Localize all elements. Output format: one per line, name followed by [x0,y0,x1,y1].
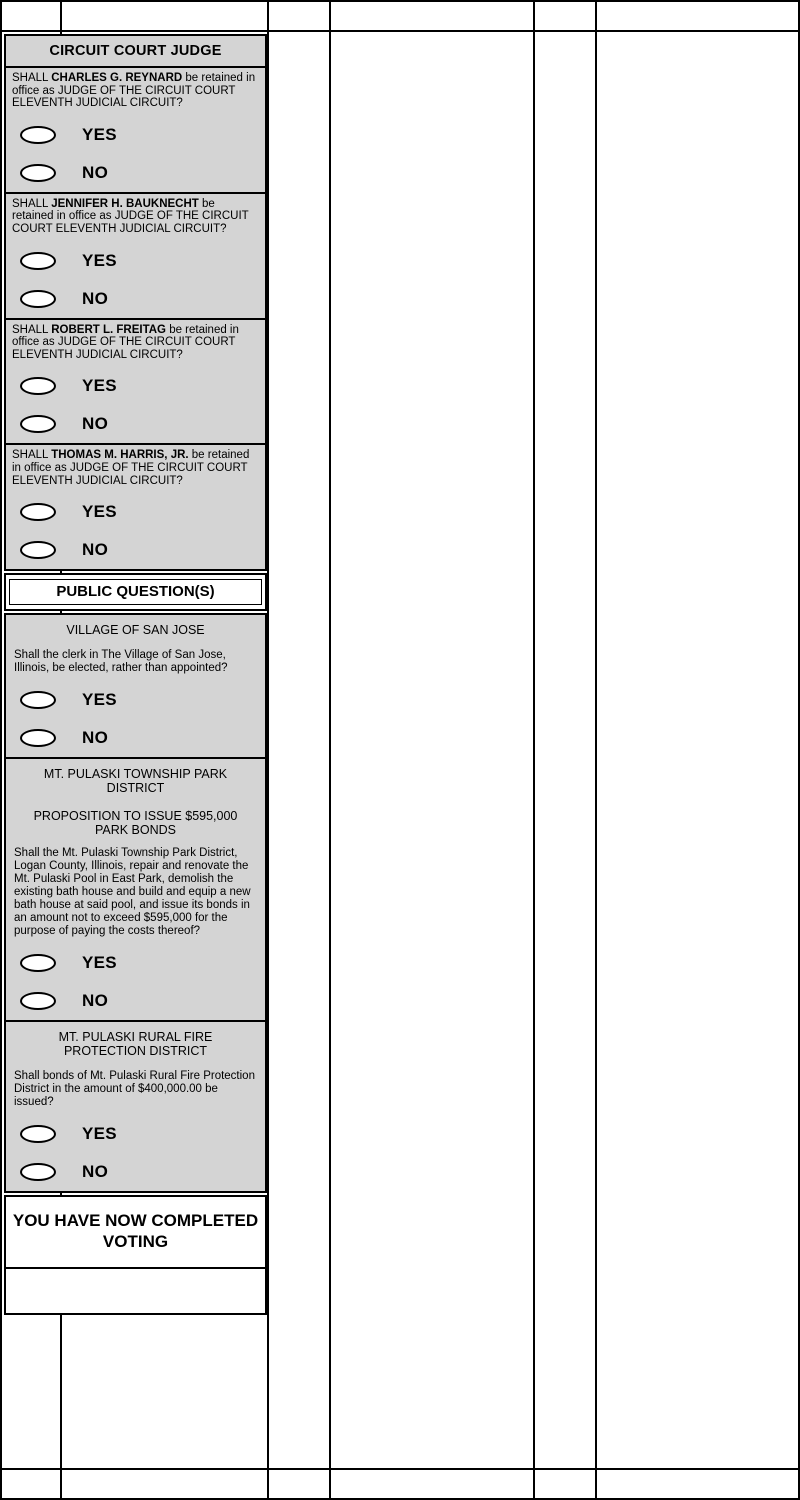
vote-option-label: YES [82,1124,117,1144]
frame-divider-5 [595,2,597,1498]
vote-option-no[interactable] [6,154,265,192]
vote-option-yes[interactable] [6,944,265,982]
contest-title: CIRCUIT COURT JUDGE [6,36,265,68]
vote-option-no[interactable] [6,1153,265,1191]
vote-oval-icon[interactable] [20,541,56,559]
vote-oval-icon[interactable] [20,252,56,270]
vote-option-label: NO [82,414,109,434]
vote-option-label: NO [82,991,109,1011]
vote-option-no[interactable] [6,280,265,318]
frame-divider-4 [533,2,535,1498]
vote-option-label: NO [82,288,109,308]
vote-option-label: NO [82,540,109,560]
vote-option-yes[interactable] [6,493,265,531]
vote-oval-icon[interactable] [20,290,56,308]
vote-oval-icon[interactable] [20,691,56,709]
vote-option-label: NO [82,162,109,182]
question-tail: be retained in office as JUDGE OF THE CIRCUIT COURT ELEVENTH JUDICIAL CIRCUIT? [12,72,256,110]
vote-oval-icon[interactable] [20,164,56,182]
vote-oval-icon[interactable] [20,1163,56,1181]
retention-question-reynard [6,68,265,194]
public-questions-banner [4,573,267,611]
question-tail: be retained in office as JUDGE OF THE CIRCUIT COURT ELEVENTH JUDICIAL CIRCUIT? [12,197,249,235]
public-question-heading: MT. PULASKI RURAL FIRE PROTECTION DISTRICT [58,1030,213,1059]
question-tail: be retained in office as JUDGE OF THE CIRCUIT COURT ELEVENTH JUDICIAL CIRCUIT? [12,449,250,487]
vote-oval-icon[interactable] [20,729,56,747]
vote-oval-icon[interactable] [20,377,56,395]
vote-option-label: NO [82,1162,109,1182]
frame-divider-3 [329,2,331,1498]
public-question-heading: VILLAGE OF SAN JOSE [66,623,205,638]
vote-oval-icon[interactable] [20,415,56,433]
completion-notice: YOU HAVE NOW COMPLETED VOTING [4,1195,267,1269]
vote-option-no[interactable] [6,405,265,443]
vote-option-yes[interactable] [6,116,265,154]
candidate-name: ROBERT L. FREITAG [51,323,166,336]
retention-question-freitag [6,320,265,446]
vote-oval-icon[interactable] [20,954,56,972]
vote-option-yes[interactable] [6,242,265,280]
vote-option-label: YES [82,250,117,270]
vote-option-yes[interactable] [6,367,265,405]
vote-option-label: YES [82,953,117,973]
public-question-text: Shall the Mt. Pulaski Township Park District, Logan County, Illinois, repair and renovate the Mt. Pulaski Pool in East Park, demolish the existing bath house and build and equip a new bath house at said pool, and issue its bonds in an amount not to exceed $595,000 for the purpose of paying the costs thereof? [14,847,251,938]
ballot-top-rail [2,2,798,32]
candidate-name: THOMAS M. HARRIS, JR. [51,449,189,462]
vote-option-label: YES [82,690,117,710]
public-question-heading: MT. PULASKI TOWNSHIP PARK DISTRICT [43,767,228,796]
public-question-park-district [4,759,267,1022]
retention-question-text [6,320,265,368]
public-question-text: Shall bonds of Mt. Pulaski Rural Fire Protection District in the amount of $400,000.00 be issued? [14,1070,255,1109]
ballot-bottom-rail [2,1468,798,1498]
public-question-text: Shall the clerk in The Village of San Jose, Illinois, be elected, rather than appointed? [14,649,228,675]
retention-question-text [6,194,265,242]
vote-oval-icon[interactable] [20,1125,56,1143]
public-questions-banner-label: PUBLIC QUESTION(S) [9,579,262,605]
question-lead: SHALL [12,197,52,210]
vote-option-yes[interactable] [6,681,265,719]
contest-circuit-court-judge [4,34,267,571]
public-question-fire-district [4,1022,267,1193]
frame-divider-2 [267,2,269,1498]
ballot-column-tail [4,1269,267,1315]
vote-oval-icon[interactable] [20,503,56,521]
retention-question-bauknecht [6,194,265,320]
vote-option-no[interactable] [6,531,265,569]
public-question-subheading: PROPOSITION TO ISSUE $595,000 PARK BONDS [33,809,238,838]
vote-option-label: YES [82,502,117,522]
vote-oval-icon[interactable] [20,992,56,1010]
ballot-column [4,34,267,1470]
vote-option-no[interactable] [6,719,265,757]
vote-option-no[interactable] [6,982,265,1020]
question-lead: SHALL [12,72,52,84]
retention-question-text [6,68,265,116]
question-tail: be retained in office as JUDGE OF THE CIRCUIT COURT ELEVENTH JUDICIAL CIRCUIT? [12,323,239,361]
public-question-san-jose [4,613,267,759]
vote-option-label: NO [82,728,109,748]
vote-option-label: YES [82,124,117,144]
question-lead: SHALL [12,449,52,462]
vote-option-label: YES [82,376,117,396]
question-lead: SHALL [12,323,52,336]
retention-question-text [6,445,265,493]
candidate-name: CHARLES G. REYNARD [51,72,183,84]
vote-option-yes[interactable] [6,1115,265,1153]
vote-oval-icon[interactable] [20,126,56,144]
candidate-name: JENNIFER H. BAUKNECHT [51,197,199,210]
retention-question-harris [6,445,265,569]
